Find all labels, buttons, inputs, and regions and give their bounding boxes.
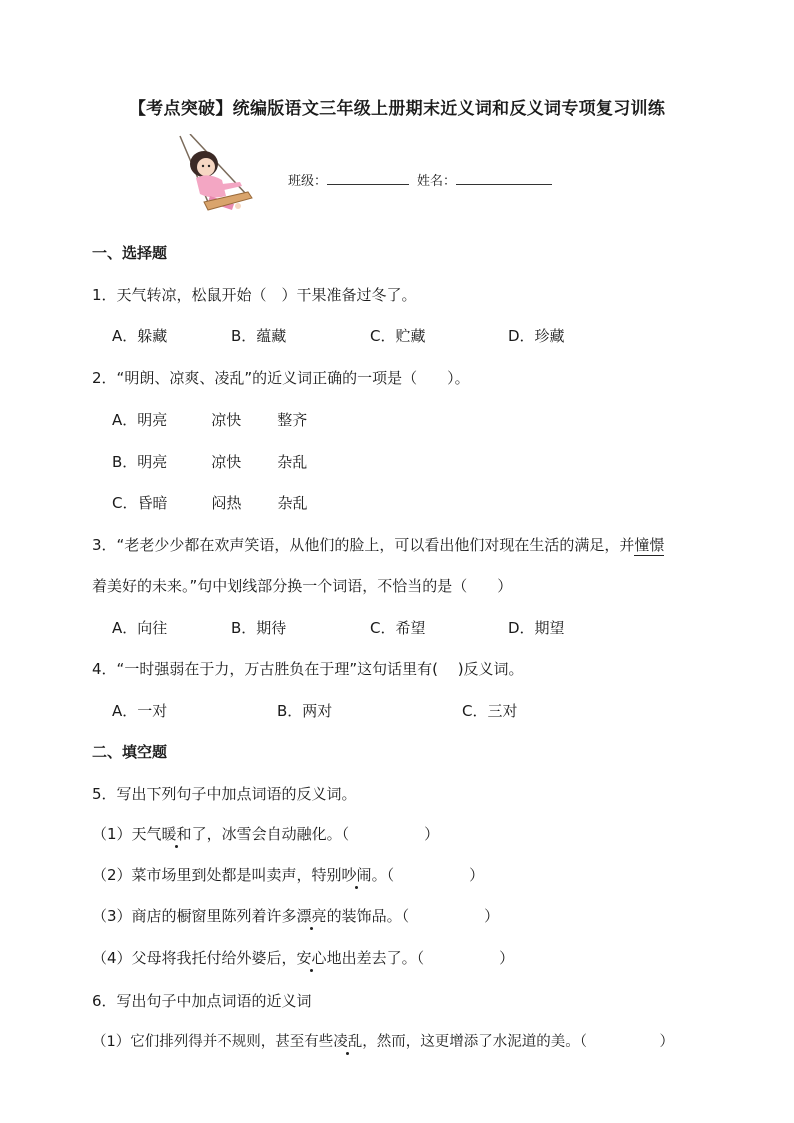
question-1-stem: 1．天气转凉，松鼠开始（ ）干果准备过冬了。	[92, 286, 417, 304]
section-heading-choice: 一、选择题	[92, 244, 168, 262]
q2-option-a: A．明亮 凉快 整齐	[112, 411, 308, 429]
girl-on-swing-illustration	[168, 134, 268, 224]
q6-item-1: （1）它们排列得并不规则，甚至有些凌乱，然而，这更增添了水泥道的美。（ ）	[92, 1034, 674, 1050]
q3-option-b: B．期待	[231, 619, 287, 637]
q4-option-c: C．三对	[462, 702, 518, 720]
q1-option-a: A．躲藏	[112, 327, 168, 345]
q3-option-d: D．期望	[508, 619, 565, 637]
dotted-word: 凌乱	[333, 1034, 363, 1050]
page-title: 【考点突破】统编版语文三年级上册期末近义词和反义词专项复习训练	[128, 99, 666, 119]
class-label: 班级：	[288, 174, 328, 189]
dotted-word: 吵闹	[341, 866, 372, 884]
question-3-stem-line-2: 着美好的未来。”句中划线部分换一个词语，不恰当的是（ ）	[92, 577, 513, 595]
q2-option-b: B．明亮 凉快 杂乱	[112, 453, 308, 471]
question-6-stem: 6．写出句子中加点词语的近义词	[92, 992, 312, 1010]
section-heading-fill-in: 二、填空题	[92, 743, 168, 761]
question-5-stem: 5．写出下列句子中加点词语的反义词。	[92, 785, 357, 803]
class-blank[interactable]	[327, 172, 409, 185]
question-2-stem: 2．“明朗、凉爽、凌乱”的近义词正确的一项是（ ）。	[92, 369, 470, 387]
q5-item-2: （2）菜市场里到处都是叫卖声，特别吵闹。（ ）	[92, 866, 485, 884]
q1-option-d: D．珍藏	[508, 327, 565, 345]
question-3-stem-line-1: 3．“老老少少都在欢声笑语，从他们的脸上，可以看出他们对现在生活的满足，并憧憬	[92, 536, 665, 554]
q3-option-c: C．希望	[370, 619, 426, 637]
student-info-line	[288, 170, 552, 189]
dotted-word: 暖和	[161, 825, 192, 843]
q4-option-b: B．两对	[277, 702, 333, 720]
name-label: 姓名：	[417, 174, 457, 189]
dotted-word: 安心	[296, 949, 327, 967]
q5-item-3: （3）商店的橱窗里陈列着许多漂亮的装饰品。（ ）	[92, 907, 500, 925]
q4-option-a: A．一对	[112, 702, 168, 720]
q1-option-b: B．蕴藏	[231, 327, 287, 345]
question-4-stem: 4．“一时强弱在于力，万古胜负在于理”这句话里有( )反义词。	[92, 660, 524, 678]
underlined-word: 憧憬	[634, 536, 665, 554]
q2-option-c: C．昏暗 闷热 杂乱	[112, 494, 308, 512]
dotted-word: 漂亮	[296, 907, 327, 925]
q5-item-4: （4）父母将我托付给外婆后，安心地出差去了。（ ）	[92, 949, 515, 967]
q3-option-a: A．向往	[112, 619, 168, 637]
q5-item-1: （1）天气暖和了，冰雪会自动融化。（ ）	[92, 825, 440, 843]
q1-option-c: C．贮藏	[370, 327, 426, 345]
name-blank[interactable]	[456, 172, 552, 185]
